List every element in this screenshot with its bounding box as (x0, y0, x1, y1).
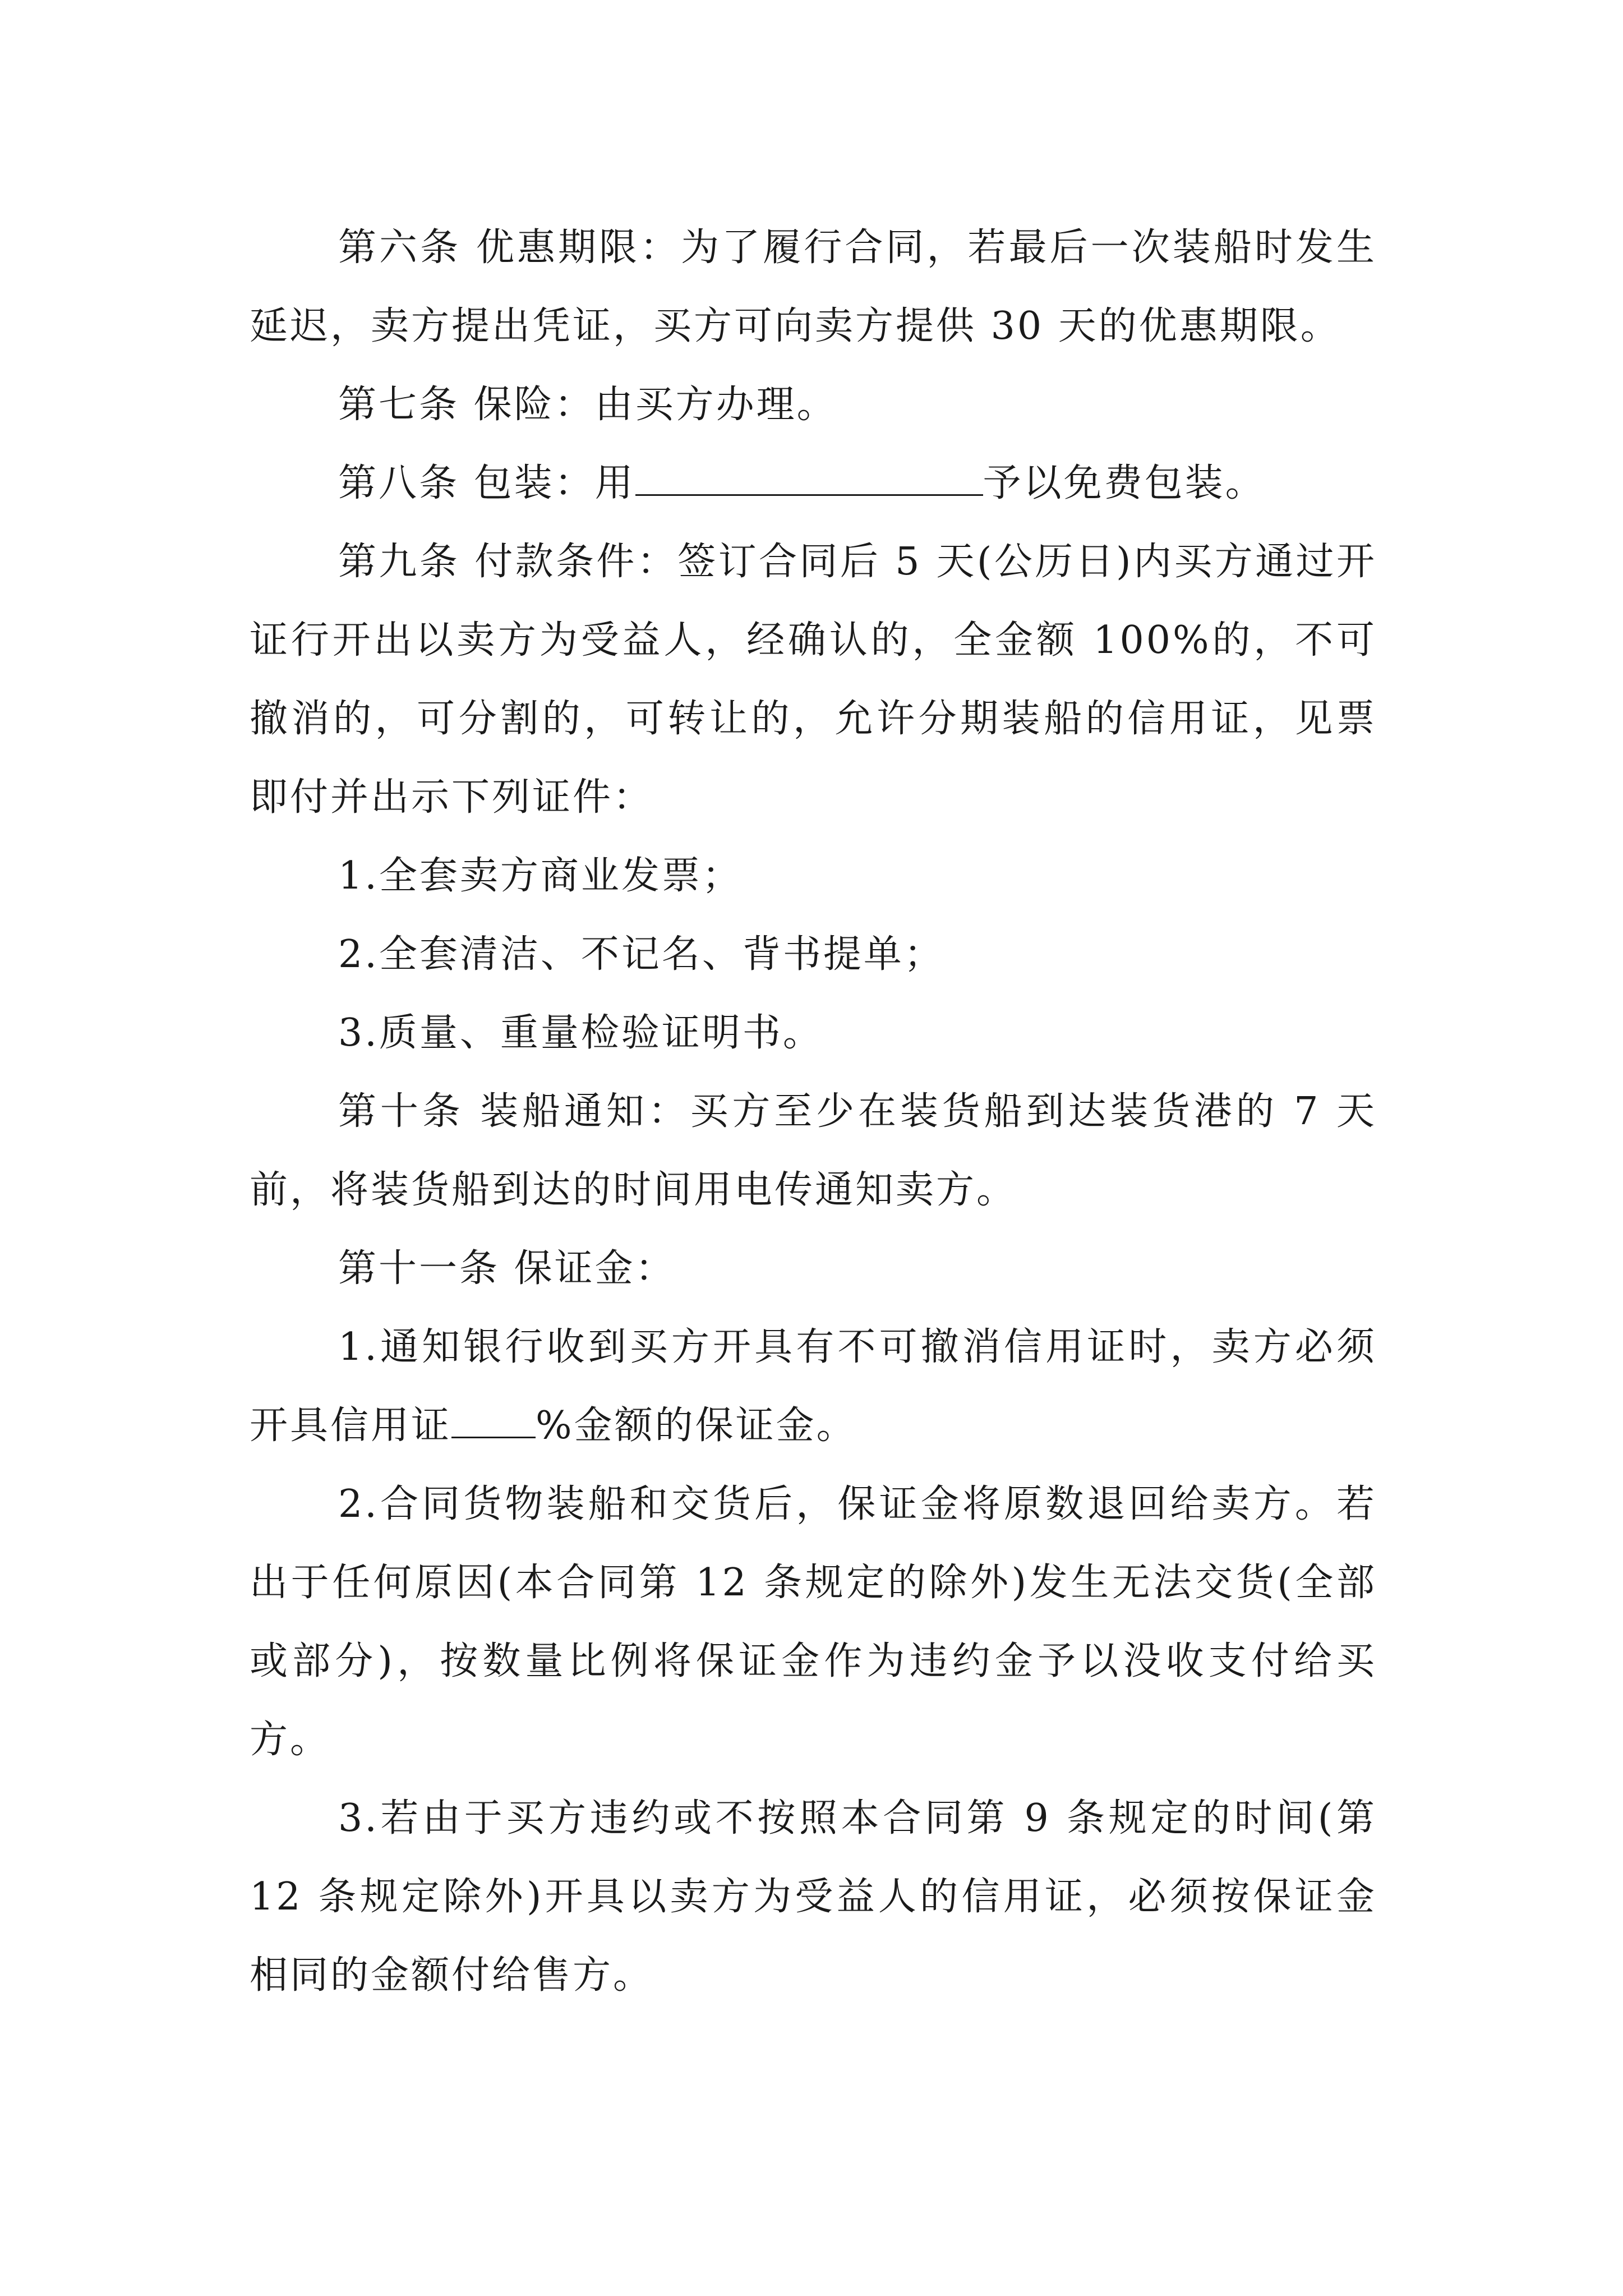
deposit-percent-blank-field (451, 1396, 536, 1438)
document-body (250, 209, 1377, 2015)
article-11-item-1 (250, 1308, 1377, 1465)
article-11-item-3: 3.若由于买方违约或不按照本合同第 9 条规定的时间(第 12 条规定除外)开具以卖方为受益人的信用证，必须按保证金相同的金额付给售方。 (250, 1796, 1377, 1998)
article-11-item-2: 2.合同货物装船和交货后，保证金将原数退回给卖方。若出于任何原因(本合同第 12 条规定的除外)发生无法交货(全部或部分)，按数量比例将保证金作为违约金予以没收支付给买方。 (250, 1482, 1377, 1762)
article-9-paragraph: 第九条 付款条件：签订合同后 5 天(公历日)内买方通过开证行开出以卖方为受益人，经确认的，全金额 100%的，不可撤消的，可分割的，可转让的，允许分期装船的信用证，见票即付并出示下列证件： (250, 540, 1377, 820)
article-11-item-1-text-before: 1.通知银行收到买方开具有不可撤消信用证时，卖方必须开具信用证 (250, 1325, 1377, 1448)
article-8-text-after: 予以免费包装。 (983, 461, 1266, 505)
article-9-item-3: 3.质量、重量检验证明书。 (338, 1011, 823, 1055)
article-9-item-1: 1.全套卖方商业发票； (338, 854, 743, 898)
article-6-paragraph: 第六条 优惠期限：为了履行合同，若最后一次装船时发生延迟，卖方提出凭证，买方可向卖方提供 30 天的优惠期限。 (250, 226, 1377, 348)
article-7-paragraph: 第七条 保险：由买方办理。 (338, 383, 837, 427)
article-8-paragraph (250, 444, 1377, 523)
article-9-item-2: 2.全套清洁、不记名、背书提单； (338, 932, 944, 977)
article-11-item-1-text-after: %金额的保证金。 (536, 1404, 857, 1448)
article-8-text-before: 第八条 包装：用 (338, 461, 635, 505)
article-11-heading: 第十一条 保证金： (338, 1246, 676, 1291)
article-10-paragraph: 第十条 装船通知：买方至少在装货船到达装货港的 7 天前，将装货船到达的时间用电传通知卖方。 (250, 1089, 1377, 1212)
packaging-blank-field (635, 454, 983, 496)
